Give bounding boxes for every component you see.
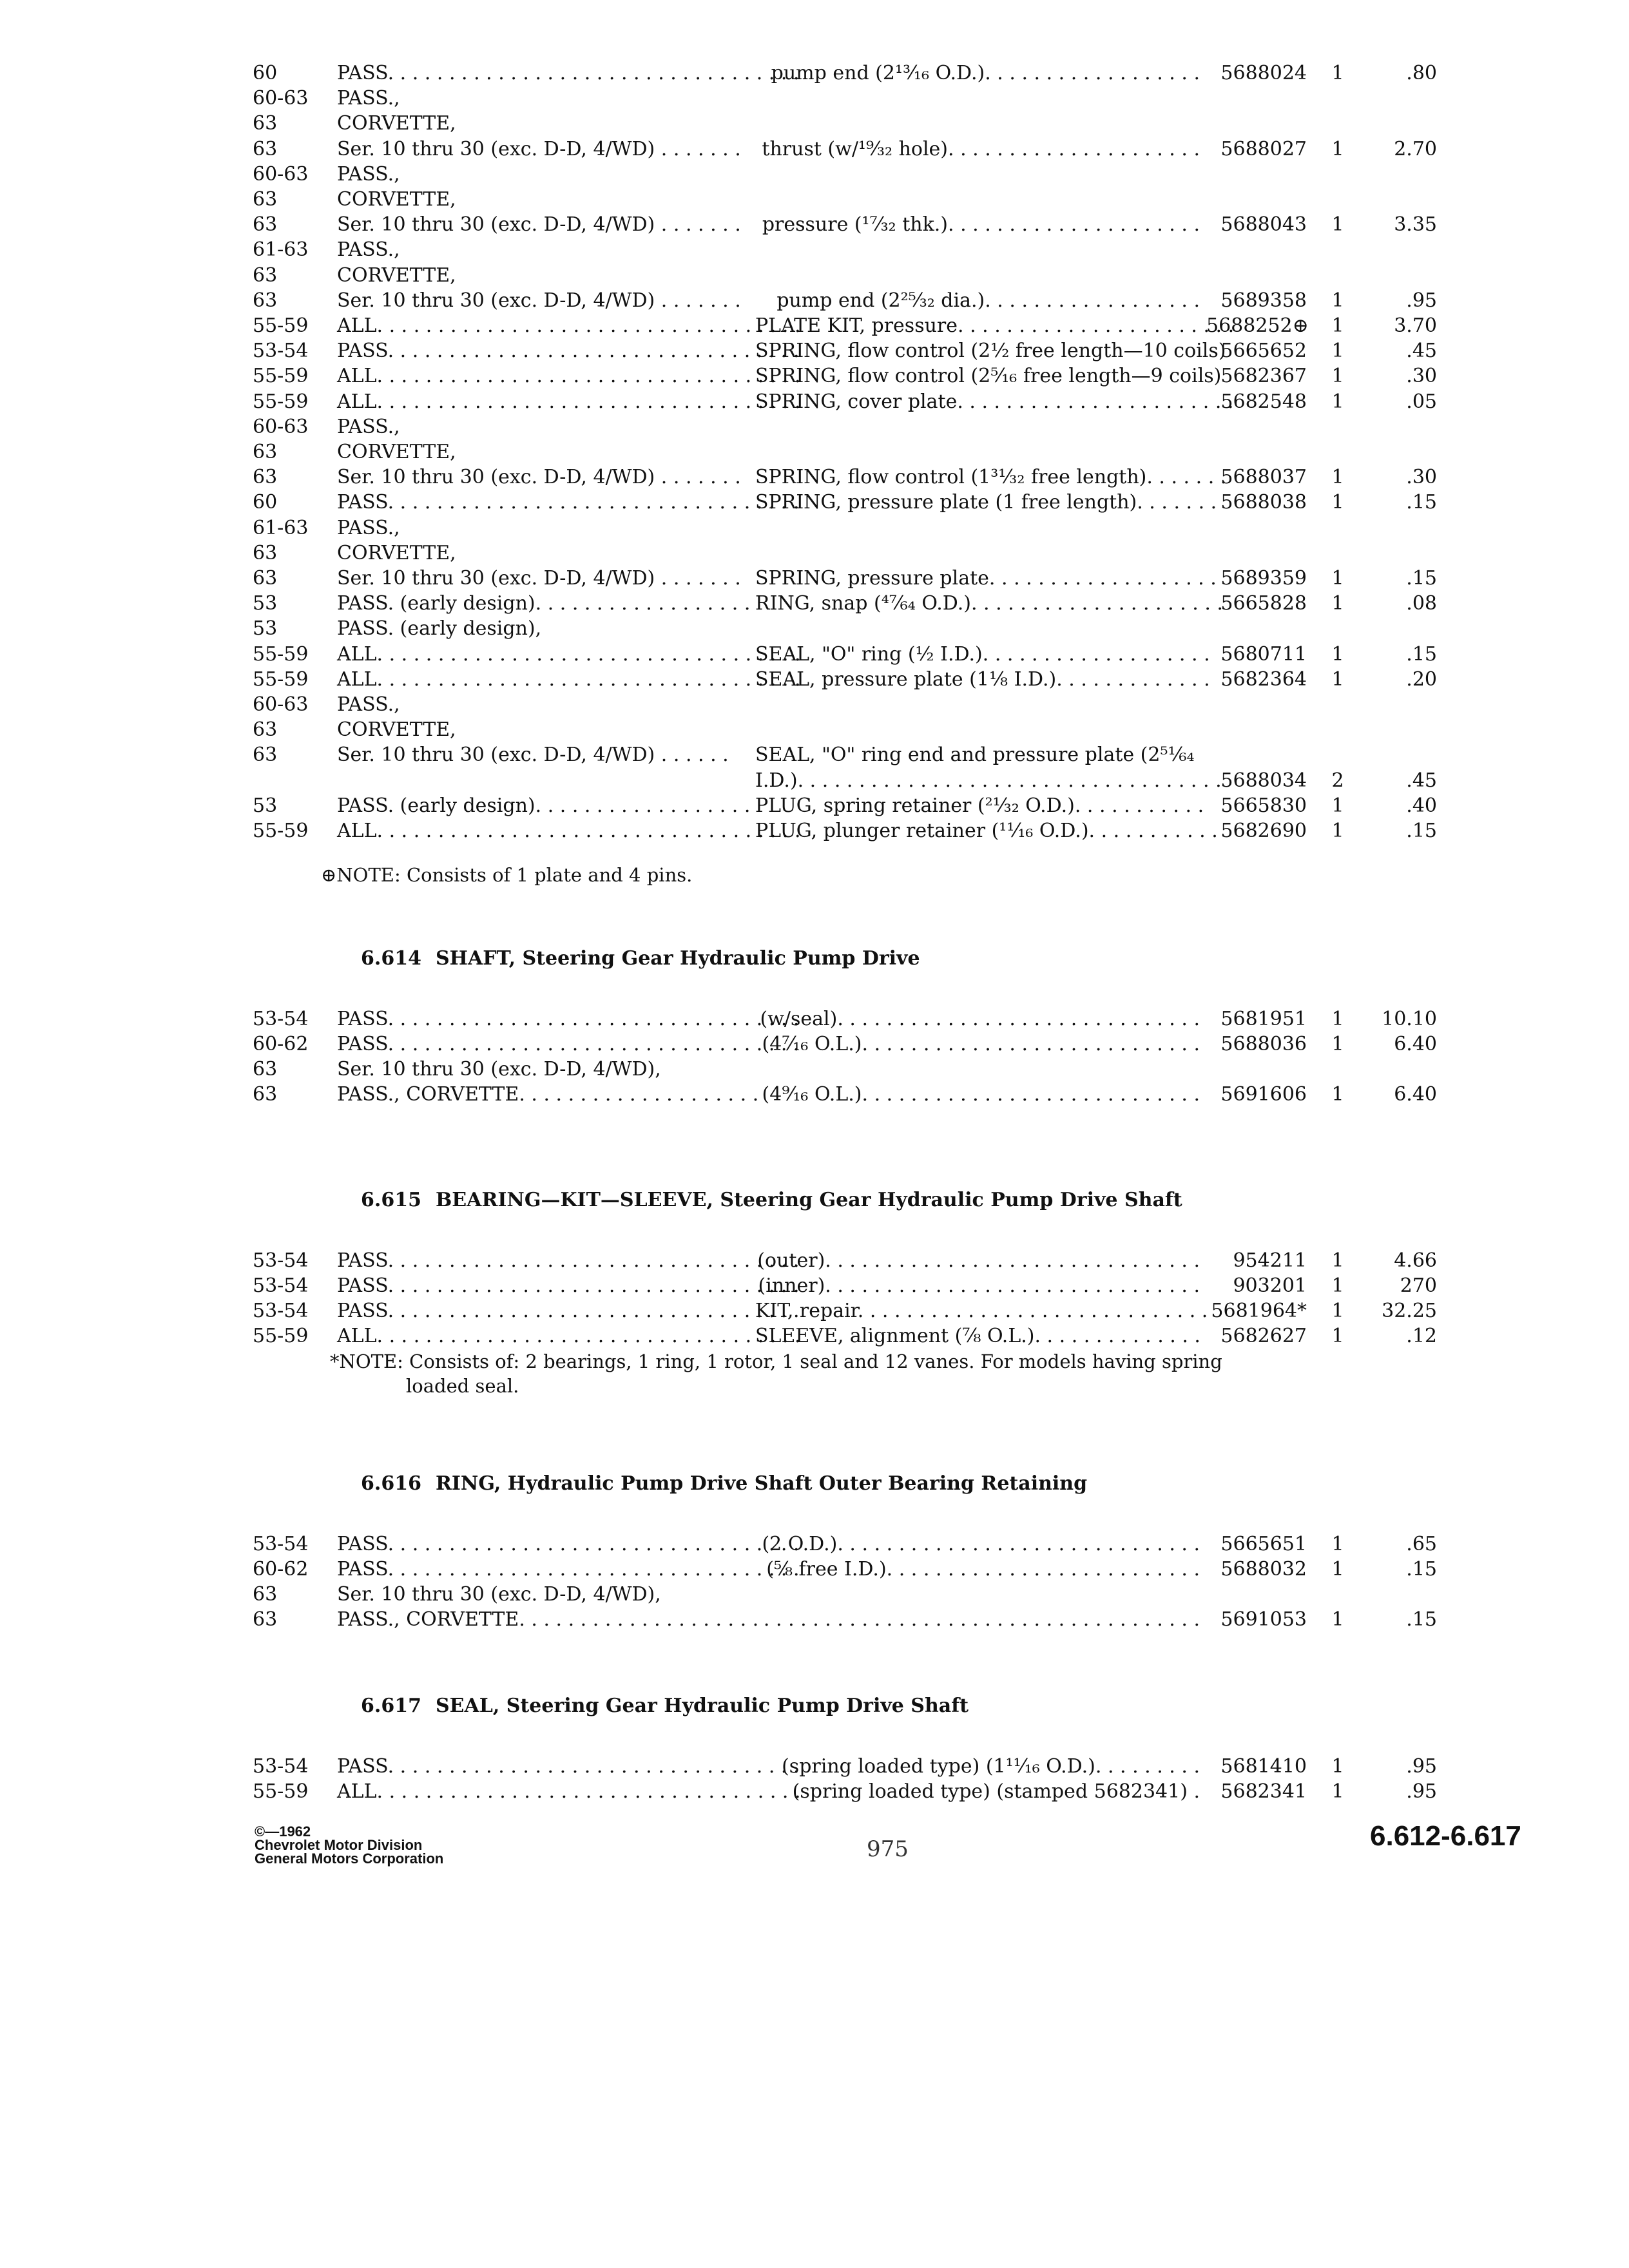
part-description: SEAL, "O" ring end and pressure plate (2⁵¹⁄₆₄ — [755, 744, 1195, 767]
quantity: 1 — [1331, 1033, 1344, 1055]
table-row — [0, 237, 1629, 263]
section-number: 6.615 — [361, 1189, 421, 1211]
price: 6.40 — [1394, 1033, 1437, 1055]
part-description: . . . . . . . . . . . . . . . . . . . . . . . . . . . . . . . . . . . . — [763, 1608, 1200, 1631]
model-year: 63 — [253, 1608, 278, 1631]
model-year: 63 — [253, 744, 278, 767]
model-description: Ser. 10 thru 30 (exc. D-D, 4/WD), — [337, 1583, 661, 1606]
part-description: (⅝ free I.D.). . . . . . . . . . . . . . . . . . . . . . . . . . — [766, 1558, 1200, 1581]
model-description: ALL. . . . . . . . . . . . . . . . . . . . . . . . . . . . . . . . . . . — [337, 668, 801, 691]
table-row — [0, 1779, 1629, 1805]
part-description: thrust (w/¹⁹⁄₃₂ hole). . . . . . . . . . . . . . . . . . . . . — [762, 137, 1200, 160]
model-description: PASS., — [337, 238, 400, 262]
part-number: 5665828 — [1220, 592, 1307, 615]
model-year: 63 — [253, 1058, 278, 1081]
price: .95 — [1406, 1780, 1437, 1803]
table-row — [0, 162, 1629, 187]
model-description: PASS. (early design). . . . . . . . . . . . . . . . . . — [337, 592, 751, 615]
price: .12 — [1406, 1325, 1437, 1347]
model-description: PASS., — [337, 162, 400, 186]
table-row — [0, 363, 1629, 389]
model-year: 53-54 — [253, 1274, 309, 1297]
model-description: ALL. . . . . . . . . . . . . . . . . . . . . . . . . . . . . . . . . . . — [337, 642, 801, 666]
model-year: 55-59 — [253, 668, 309, 691]
table-row — [0, 1754, 1629, 1780]
quantity: 1 — [1331, 1274, 1344, 1297]
section-reference: 6.612-6.617 — [1370, 1820, 1521, 1852]
model-year: 60-63 — [253, 415, 309, 438]
part-description: pump end (2¹³⁄₁₆ O.D.). . . . . . . . . . . . . . . . . . — [771, 62, 1200, 84]
quantity: 1 — [1331, 794, 1344, 817]
table-row — [0, 1607, 1629, 1633]
quantity: 1 — [1331, 213, 1344, 236]
table-row — [0, 288, 1629, 314]
model-description: PASS., — [337, 516, 400, 539]
part-description: PLATE KIT, pressure. . . . . . . . . . . . . . . . . . . . . . . — [755, 314, 1235, 337]
table-row — [0, 212, 1629, 238]
part-description: (spring loaded type) (stamped 5682341) . — [792, 1780, 1200, 1803]
price: .15 — [1406, 1558, 1437, 1581]
model-year: 63 — [253, 441, 278, 463]
part-number: 5682627 — [1220, 1325, 1307, 1347]
model-description: PASS., — [337, 693, 400, 716]
table-row — [0, 591, 1629, 617]
model-year: 60-62 — [253, 1558, 309, 1581]
model-description: Ser. 10 thru 30 (exc. D-D, 4/WD) . . . . . . — [337, 744, 729, 767]
table-row — [0, 1273, 1629, 1299]
price: 3.35 — [1394, 213, 1437, 236]
model-description: CORVETTE, — [337, 112, 456, 135]
section-heading — [361, 1189, 1182, 1211]
model-description: ALL. . . . . . . . . . . . . . . . . . . . . . . . . . . . . . . . . . . — [337, 365, 801, 388]
price: .65 — [1406, 1533, 1437, 1555]
table-row — [0, 1298, 1629, 1324]
part-number: 5688034 — [1220, 769, 1307, 792]
part-number: 5682341 — [1220, 1780, 1307, 1803]
division-name: Chevrolet Motor Division — [255, 1837, 423, 1853]
part-description: (4⁹⁄₁₆ O.L.). . . . . . . . . . . . . . . . . . . . . . . . . . . . — [762, 1083, 1200, 1106]
quantity: 1 — [1331, 1249, 1344, 1272]
quantity: 1 — [1331, 1083, 1344, 1106]
quantity: 1 — [1331, 289, 1344, 312]
quantity: 1 — [1331, 668, 1344, 691]
part-number: 5665830 — [1220, 794, 1307, 817]
quantity: 1 — [1331, 390, 1344, 413]
section-number: 6.614 — [361, 947, 421, 970]
quantity: 1 — [1331, 1008, 1344, 1030]
section-note-continued: loaded seal. — [406, 1375, 519, 1397]
model-description: Ser. 10 thru 30 (exc. D-D, 4/WD) . . . . . . . — [337, 466, 741, 489]
table-row — [0, 313, 1629, 339]
quantity: 1 — [1331, 1325, 1344, 1347]
model-description: PASS. . . . . . . . . . . . . . . . . . . . . . . . . . . . . . . . . . — [337, 1300, 800, 1322]
part-description: (4⁷⁄₁₆ O.L.). . . . . . . . . . . . . . . . . . . . . . . . . . . . — [762, 1033, 1200, 1055]
model-description: CORVETTE, — [337, 718, 456, 742]
model-description: Ser. 10 thru 30 (exc. D-D, 4/WD) . . . . . . . — [337, 137, 741, 160]
quantity: 1 — [1331, 314, 1344, 337]
quantity: 1 — [1331, 567, 1344, 590]
model-year: 63 — [253, 567, 278, 590]
model-description: CORVETTE, — [337, 441, 456, 463]
part-description: SEAL, pressure plate (1⅛ I.D.). . . . . . . . . . . . . — [755, 668, 1210, 691]
section-title: SHAFT, Steering Gear Hydraulic Pump Drive — [435, 947, 920, 970]
price: 10.10 — [1382, 1008, 1437, 1030]
part-description: KIT, repair. . . . . . . . . . . . . . . . . . . . . . . . . . . . . — [755, 1300, 1208, 1322]
part-number: 5688038 — [1220, 491, 1307, 514]
part-number: 5688024 — [1220, 62, 1307, 84]
quantity: 1 — [1331, 1608, 1344, 1631]
part-description: pressure (¹⁷⁄₃₂ thk.). . . . . . . . . . . . . . . . . . . . . — [762, 213, 1200, 236]
part-number: 5688043 — [1220, 213, 1307, 236]
table-row — [0, 414, 1629, 440]
model-description: Ser. 10 thru 30 (exc. D-D, 4/WD) . . . . . . . — [337, 213, 741, 236]
part-number: 5680711 — [1220, 642, 1307, 666]
section-heading — [361, 947, 920, 970]
table-row — [0, 515, 1629, 541]
part-number: 5682364 — [1220, 668, 1307, 691]
price: .30 — [1406, 365, 1437, 388]
quantity: 1 — [1331, 1533, 1344, 1555]
quantity: 1 — [1331, 491, 1344, 514]
model-description: ALL. . . . . . . . . . . . . . . . . . . . . . . . . . . . . . . . . . . — [337, 1325, 801, 1347]
model-description: PASS. . . . . . . . . . . . . . . . . . . . . . . . . . . . . . . . . . — [337, 62, 800, 84]
table-row — [0, 692, 1629, 718]
table-row — [0, 1323, 1629, 1349]
copyright-block — [255, 1825, 443, 1865]
part-description: (inner). . . . . . . . . . . . . . . . . . . . . . . . . . . . . . . — [758, 1274, 1200, 1297]
price: 2.70 — [1394, 137, 1437, 160]
table-row — [0, 541, 1629, 566]
model-year: 53-54 — [253, 1755, 309, 1778]
page-number: 975 — [867, 1836, 909, 1862]
table-row — [0, 490, 1629, 515]
quantity: 1 — [1331, 820, 1344, 842]
part-number: 903201 — [1233, 1274, 1307, 1297]
model-description: PASS., — [337, 87, 400, 110]
table-row — [0, 187, 1629, 213]
model-description: PASS. (early design), — [337, 617, 542, 640]
part-description: RING, snap (⁴⁷⁄₆₄ O.D.). . . . . . . . . . . . . . . . . . . . . — [755, 592, 1223, 615]
part-number: 5688032 — [1220, 1558, 1307, 1581]
quantity: 1 — [1331, 1558, 1344, 1581]
price: .30 — [1406, 466, 1437, 489]
model-year: 60-62 — [253, 1033, 309, 1055]
part-description: (outer). . . . . . . . . . . . . . . . . . . . . . . . . . . . . . . — [757, 1249, 1200, 1272]
price: .20 — [1406, 668, 1437, 691]
quantity: 1 — [1331, 592, 1344, 615]
model-description: PASS., CORVETTE. . . . . . . . . . . . . . . . . . . . — [337, 1083, 759, 1106]
table-row — [0, 1057, 1629, 1082]
table-row — [0, 338, 1629, 364]
table-row — [0, 1248, 1629, 1274]
model-description: PASS., CORVETTE. . . . . . . . . . . . . . . . . . . . — [337, 1608, 759, 1631]
model-year: 63 — [253, 213, 278, 236]
table-row — [0, 61, 1629, 86]
price: 32.25 — [1382, 1300, 1437, 1322]
model-description: PASS. . . . . . . . . . . . . . . . . . . . . . . . . . . . . . . . . . — [337, 1033, 800, 1055]
section-title: SEAL, Steering Gear Hydraulic Pump Drive Shaft — [435, 1695, 969, 1717]
model-description: PASS. (early design). . . . . . . . . . . . . . . . . . — [337, 794, 751, 817]
section-title: BEARING—KIT—SLEEVE, Steering Gear Hydraulic Pump Drive Shaft — [435, 1189, 1182, 1211]
model-year: 63 — [253, 112, 278, 135]
price: .08 — [1406, 592, 1437, 615]
quantity: 1 — [1331, 1780, 1344, 1803]
price: .45 — [1406, 340, 1437, 363]
model-year: 63 — [253, 137, 278, 160]
table-row — [0, 1582, 1629, 1608]
part-number: 954211 — [1233, 1249, 1307, 1272]
model-description: Ser. 10 thru 30 (exc. D-D, 4/WD), — [337, 1058, 661, 1081]
model-description: PASS., — [337, 415, 400, 438]
model-year: 55-59 — [253, 365, 309, 388]
model-year: 63 — [253, 541, 278, 564]
model-description: PASS. . . . . . . . . . . . . . . . . . . . . . . . . . . . . . . . . . — [337, 1274, 800, 1297]
quantity: 1 — [1331, 340, 1344, 363]
part-number: 5665652 — [1220, 340, 1307, 363]
table-row — [0, 667, 1629, 693]
model-year: 55-59 — [253, 1780, 309, 1803]
model-year: 55-59 — [253, 642, 309, 666]
model-year: 53-54 — [253, 1008, 309, 1030]
table-row — [0, 1032, 1629, 1057]
part-description: (spring loaded type) (1¹¹⁄₁₆ O.D.). . . . . . . . . — [782, 1755, 1200, 1778]
price: .45 — [1406, 769, 1437, 792]
price: .15 — [1406, 1608, 1437, 1631]
section-heading — [361, 1472, 1087, 1495]
table-row — [0, 263, 1629, 289]
model-description: PASS. . . . . . . . . . . . . . . . . . . . . . . . . . . . . . . . . . — [337, 491, 800, 514]
table-row — [0, 1557, 1629, 1582]
part-description: I.D.). . . . . . . . . . . . . . . . . . . . . . . . . . . . . . . . . . . — [755, 769, 1222, 792]
table-row — [0, 1006, 1629, 1032]
price: 6.40 — [1394, 1083, 1437, 1106]
model-year: 60 — [253, 62, 278, 84]
model-description: ALL. . . . . . . . . . . . . . . . . . . . . . . . . . . . . . . . . . . — [337, 1780, 801, 1803]
copyright-year: ©—1962 — [255, 1823, 311, 1840]
quantity: 1 — [1331, 62, 1344, 84]
part-description: SPRING, flow control (1³¹⁄₃₂ free length). . . . . . . — [755, 466, 1227, 489]
part-number: 5681951 — [1220, 1008, 1307, 1030]
model-year: 53 — [253, 592, 278, 615]
table-row — [0, 86, 1629, 111]
model-year: 55-59 — [253, 1325, 309, 1347]
model-description: Ser. 10 thru 30 (exc. D-D, 4/WD) . . . . . . . — [337, 567, 741, 590]
table-row — [0, 389, 1629, 415]
price: .15 — [1406, 642, 1437, 666]
model-year: 63 — [253, 188, 278, 211]
table-row — [0, 742, 1629, 768]
quantity: 1 — [1331, 466, 1344, 489]
part-number: 5691606 — [1220, 1083, 1307, 1106]
model-year: 53-54 — [253, 340, 309, 363]
table-row — [0, 465, 1629, 490]
table-row — [0, 793, 1629, 819]
part-description: SPRING, flow control (2½ free length—10 coils) — [755, 340, 1226, 363]
model-description: PASS. . . . . . . . . . . . . . . . . . . . . . . . . . . . . . . . . . — [337, 340, 800, 363]
table-row — [0, 1082, 1629, 1108]
table-row — [0, 1532, 1629, 1557]
model-year: 55-59 — [253, 314, 309, 337]
part-number: 5688036 — [1220, 1033, 1307, 1055]
part-number: 5682367 — [1220, 365, 1307, 388]
section-note: *NOTE: Consists of: 2 bearings, 1 ring, 1 rotor, 1 seal and 12 vanes. For models having spring — [330, 1350, 1222, 1372]
model-description: CORVETTE, — [337, 264, 456, 287]
model-year: 61-63 — [253, 238, 309, 262]
part-description: (w/seal). . . . . . . . . . . . . . . . . . . . . . . . . . . . . . — [760, 1008, 1200, 1030]
price: 3.70 — [1394, 314, 1437, 337]
price: .15 — [1406, 820, 1437, 842]
price: 270 — [1400, 1274, 1437, 1297]
part-description: SPRING, pressure plate. . . . . . . . . . . . . . . . . . . — [755, 567, 1217, 590]
model-year: 53 — [253, 617, 278, 640]
price: .40 — [1406, 794, 1437, 817]
price: .80 — [1406, 62, 1437, 84]
corporation-name: General Motors Corporation — [255, 1850, 444, 1867]
part-number: 5688252⊕ — [1206, 314, 1309, 337]
model-description: PASS. . . . . . . . . . . . . . . . . . . . . . . . . . . . . . . . . . — [337, 1533, 800, 1555]
model-year: 53-54 — [253, 1249, 309, 1272]
price: .95 — [1406, 289, 1437, 312]
model-year: 63 — [253, 1583, 278, 1606]
model-description: PASS. . . . . . . . . . . . . . . . . . . . . . . . . . . . . . . . . . — [337, 1008, 800, 1030]
model-description: PASS. . . . . . . . . . . . . . . . . . . . . . . . . . . . . . . . . . — [337, 1755, 800, 1778]
table-row — [0, 818, 1629, 844]
part-number: 5665651 — [1220, 1533, 1307, 1555]
table-row — [0, 616, 1629, 642]
part-number: 5688027 — [1220, 137, 1307, 160]
part-description: SPRING, flow control (2⁵⁄₁₆ free length—9 coils) — [755, 365, 1222, 388]
section-title: RING, Hydraulic Pump Drive Shaft Outer Bearing Retaining — [435, 1472, 1088, 1495]
model-year: 53-54 — [253, 1300, 309, 1322]
model-year: 63 — [253, 1083, 278, 1106]
model-year: 53 — [253, 794, 278, 817]
table-row — [0, 642, 1629, 668]
part-number: 5681964* — [1211, 1300, 1307, 1322]
part-number: 5689359 — [1220, 567, 1307, 590]
table-row — [0, 137, 1629, 162]
part-number: 5682690 — [1220, 820, 1307, 842]
model-year: 63 — [253, 264, 278, 287]
price: .15 — [1406, 567, 1437, 590]
model-year: 63 — [253, 289, 278, 312]
part-number: 5688037 — [1220, 466, 1307, 489]
model-year: 60-63 — [253, 693, 309, 716]
quantity: 1 — [1331, 137, 1344, 160]
quantity: 1 — [1331, 365, 1344, 388]
part-number: 5689358 — [1220, 289, 1307, 312]
section-number: 6.617 — [361, 1695, 421, 1717]
part-number: 5691053 — [1220, 1608, 1307, 1631]
model-description: PASS. . . . . . . . . . . . . . . . . . . . . . . . . . . . . . . . . . — [337, 1249, 800, 1272]
price: .15 — [1406, 491, 1437, 514]
quantity: 2 — [1331, 769, 1344, 792]
model-description: ALL. . . . . . . . . . . . . . . . . . . . . . . . . . . . . . . . . . . — [337, 390, 801, 413]
price: 4.66 — [1394, 1249, 1437, 1272]
model-year: 63 — [253, 718, 278, 742]
price: .05 — [1406, 390, 1437, 413]
price: .95 — [1406, 1755, 1437, 1778]
table-row — [0, 439, 1629, 465]
section-heading — [361, 1695, 969, 1717]
part-description: PLUG, spring retainer (²¹⁄₃₂ O.D.). . . . . . . . . . . — [755, 794, 1204, 817]
top-note: ⊕NOTE: Consists of 1 plate and 4 pins. — [321, 864, 693, 886]
section-number: 6.616 — [361, 1472, 421, 1495]
model-year: 60 — [253, 491, 278, 514]
model-year: 53-54 — [253, 1533, 309, 1555]
model-year: 63 — [253, 466, 278, 489]
part-description: SEAL, "O" ring (½ I.D.). . . . . . . . . . . . . . . . . . . — [755, 642, 1210, 666]
part-description: SPRING, pressure plate (1 free length). . . . . . . — [755, 491, 1217, 514]
model-description: ALL. . . . . . . . . . . . . . . . . . . . . . . . . . . . . . . . . . . — [337, 314, 801, 337]
part-description: pump end (2²⁵⁄₃₂ dia.). . . . . . . . . . . . . . . . . . — [776, 289, 1200, 312]
part-description: SPRING, cover plate. . . . . . . . . . . . . . . . . . . . . . . — [755, 390, 1234, 413]
quantity: 1 — [1331, 1300, 1344, 1322]
table-row — [0, 768, 1629, 794]
model-description: PASS. . . . . . . . . . . . . . . . . . . . . . . . . . . . . . . . . . — [337, 1558, 800, 1581]
model-description: Ser. 10 thru 30 (exc. D-D, 4/WD) . . . . . . . — [337, 289, 741, 312]
table-row — [0, 111, 1629, 137]
part-number: 5682548 — [1220, 390, 1307, 413]
model-description: ALL. . . . . . . . . . . . . . . . . . . . . . . . . . . . . . . . . . . — [337, 820, 801, 842]
model-year: 61-63 — [253, 516, 309, 539]
table-row — [0, 717, 1629, 743]
quantity: 1 — [1331, 642, 1344, 666]
part-number: 5681410 — [1220, 1755, 1307, 1778]
model-description: CORVETTE, — [337, 188, 456, 211]
quantity: 1 — [1331, 1755, 1344, 1778]
part-description: PLUG, plunger retainer (¹¹⁄₁₆ O.D.). . . . . . . . . . . — [755, 820, 1218, 842]
model-description: CORVETTE, — [337, 541, 456, 564]
model-year: 60-63 — [253, 87, 309, 110]
model-year: 60-63 — [253, 162, 309, 186]
table-row — [0, 566, 1629, 591]
model-year: 55-59 — [253, 820, 309, 842]
model-year: 55-59 — [253, 390, 309, 413]
part-description: (2 O.D.). . . . . . . . . . . . . . . . . . . . . . . . . . . . . . — [762, 1533, 1200, 1555]
part-description: SLEEVE, alignment (⅞ O.L.). . . . . . . . . . . . . . — [755, 1325, 1200, 1347]
